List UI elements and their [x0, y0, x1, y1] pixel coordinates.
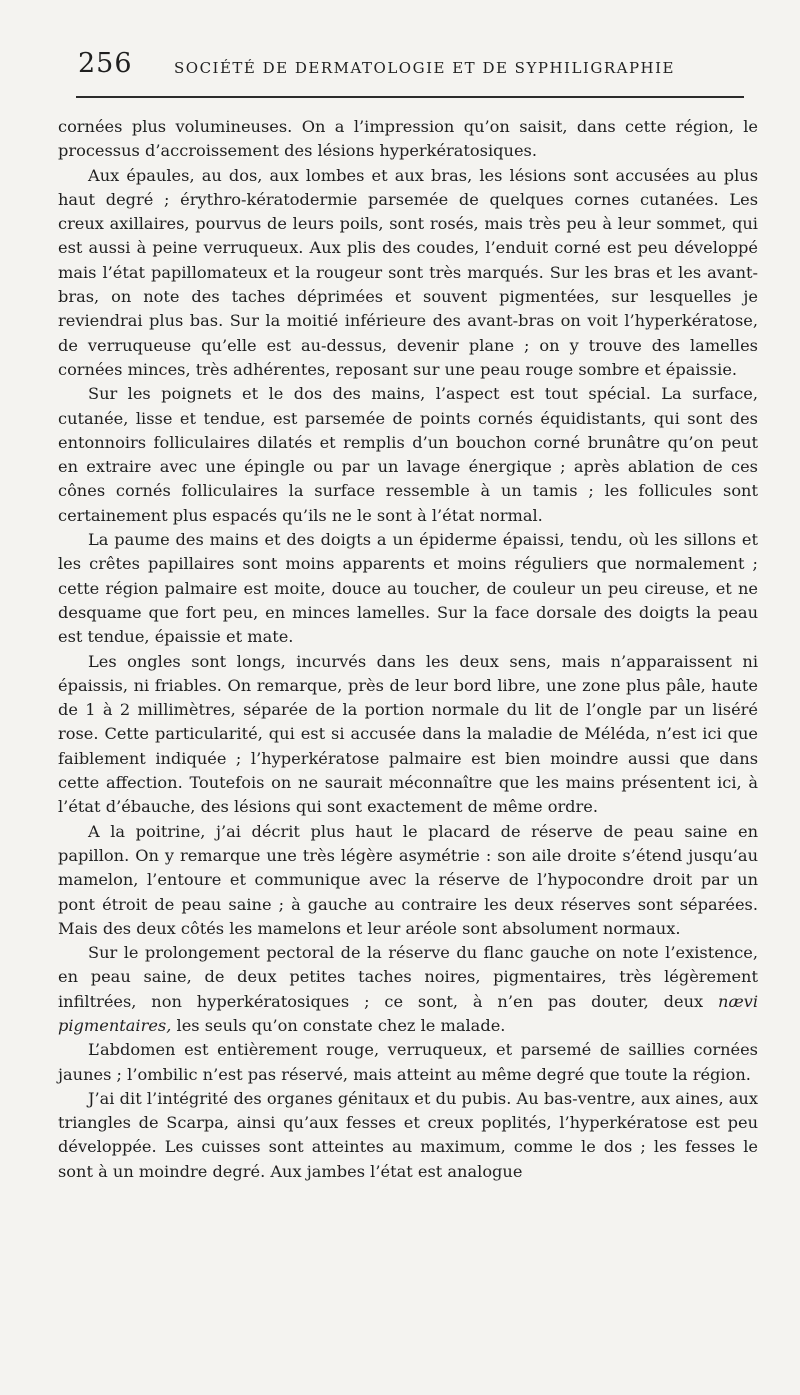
paragraph-5: Les ongles sont longs, incurvés dans les deux sens, mais n’apparaissent ni épaissis, ni friables. On remarque, près de leur bord libre, une zone plus pâle, haute de 1 à 2 millimètres, séparée de la portion normale du lit de l’ongle par un liséré rose. Cette particularité, qui est si accusée dans la maladie de Méléda, n’est ici que faiblement indiquée ; l’hyperkératose palmaire est bien moindre aussi que dans cette affection. Toutefois on ne saurait méconnaître que les mains présentent ici, à l’état d’ébauche, des lésions qui sont exactement de même ordre.: [58, 651, 758, 817]
paragraph-6: A la poitrine, j’ai décrit plus haut le placard de réserve de peau saine en papillon. On y remarque une très légère asymétrie : son aile droite s’étend jusqu’au mamelon, l’entoure et communique avec la réserve de l’hypocondre droit par un pont étroit de peau saine ; à gauche au contraire les deux réserves sont séparées. Mais des deux côtés les mamelons et leur aréole sont absolument normaux.: [58, 821, 758, 938]
page-number: 256: [78, 48, 133, 79]
paragraph-9: J’ai dit l’intégrité des organes génitaux et du pubis. Au bas-ventre, aux aines, aux triangles de Scarpa, ainsi qu’aux fesses et creux poplités, l’hyperkératose est peu développée. Les cuisses sont atteintes au maximum, comme le dos ; les fesses le sont à un moindre degré. Aux jambes l’état est analogue: [58, 1088, 758, 1181]
paragraph-8: L’abdomen est entièrement rouge, verruqueux, et parsemé de saillies cornées jaunes ; l’ombilic n’est pas réservé, mais atteint au même degré que toute la région.: [58, 1040, 758, 1084]
page-header: [58, 48, 748, 82]
body-text: [58, 115, 758, 1184]
paragraph-4: La paume des mains et des doigts a un épiderme épaissi, tendu, où les sillons et les crêtes papillaires sont moins apparents et moins réguliers que normalement ; cette région palmaire est moite, douce au toucher, de couleur un peu cireuse, et ne desquame que fort peu, en minces lamelles. Sur la face dorsale des doigts la peau est tendue, épaissie et mate.: [58, 530, 758, 647]
paragraph-7-text-after: les seuls qu’on constate chez le malade.: [171, 1015, 506, 1035]
paragraph-7-text-before: Sur le prolongement pectoral de la réserve du flanc gauche on note l’existence, en peau saine, de deux petites taches noires, pigmentaires, très légèrement infiltrées, non hyperkératosiques ; ce sont, à n’en pas douter, deux: [58, 943, 758, 1011]
paragraph-3: Sur les poignets et le dos des mains, l’aspect est tout spécial. La surface, cutanée, lisse et tendue, est parsemée de points cornés équidistants, qui sont des entonnoirs folliculaires dilatés et remplis d’un bouchon corné brunâtre qu’on peut en extraire avec une épingle ou par un lavage énergique ; après ablation de ces cônes cornés folliculaires la surface ressemble à un tamis ; les follicules sont certainement plus espacés qu’ils ne le sont à l’état normal.: [58, 384, 758, 525]
header-rule: [76, 96, 744, 98]
paragraph-2: Aux épaules, au dos, aux lombes et aux bras, les lésions sont accusées au plus haut degré ; érythro-kératodermie parsemée de quelques cornes cutanées. Les creux axillaires, pourvus de leurs poils, sont rosés, mais très peu à leur sommet, qui est aussi à peine verruqueux. Aux plis des coudes, l’enduit corné est peu développé mais l’état papillomateux et la rougeur sont très marqués. Sur les bras et les avant-bras, on note des taches déprimées et souvent pigmentées, sur lesquelles je reviendrai plus bas. Sur la moitié inférieure des avant-bras on voit l’hyperkératose, de verruqueuse qu’elle est au-dessus, devenir plane ; on y trouve des lamelles cornées minces, très adhérentes, reposant sur une peau rouge sombre et épaissie.: [58, 165, 758, 379]
paragraph-1: cornées plus volumineuses. On a l’impression qu’on saisit, dans cette région, le processus d’accroissement des lésions hyperkératosiques.: [58, 117, 758, 161]
running-title: SOCIÉTÉ DE DERMATOLOGIE ET DE SYPHILIGRAPHIE: [174, 59, 676, 77]
paragraph-7: [58, 941, 758, 1038]
paragraph-7-italic-term: nævi pigmentaires,: [58, 991, 758, 1035]
